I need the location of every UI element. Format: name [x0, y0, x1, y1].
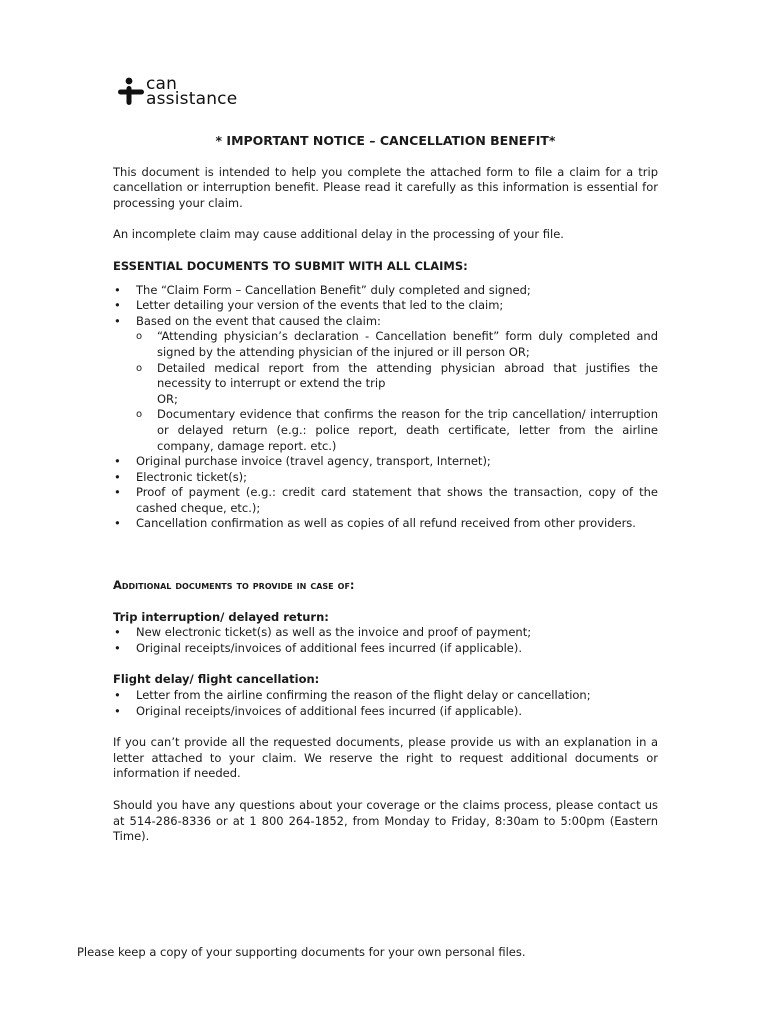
incomplete-claim-note: An incomplete claim may cause additional delay in the processing of your file.: [113, 227, 564, 242]
list-item: [113, 314, 658, 454]
trip-interruption-list: [113, 625, 658, 656]
list-item: • Proof of payment (e.g.: credit card statement that shows the transaction, copy of the cashed cheque, etc.);: [113, 485, 658, 516]
contact-paragraph: Should you have any questions about your coverage or the claims process, please contact us at 514-286-8336 or at 1 800 264-1852, from Monday to Friday, 8:30am to 5:00pm (Eastern Time).: [113, 798, 658, 844]
trip-interruption-heading: Trip interruption/ delayed return:: [113, 609, 329, 624]
list-item: • Letter detailing your version of the events that led to the claim;: [113, 298, 658, 314]
essential-documents-list: [113, 283, 658, 533]
list-item-text: Based on the event that caused the claim:: [136, 313, 381, 328]
logo-line-1: can: [146, 74, 178, 94]
intro-paragraph: This document is intended to help you complete the attached form to file a claim for a trip cancellation or interruption benefit. Please read it carefully as this information is essential for processing your claim.: [113, 164, 658, 210]
logo-wordmark: [146, 74, 238, 109]
list-item: • Electronic ticket(s);: [113, 470, 658, 486]
additional-documents-heading: Additional documents to provide in case of:: [113, 578, 355, 593]
can-assistance-logo-mark: [116, 76, 148, 110]
list-item: • Original receipts/invoices of additional fees incurred (if applicable).: [113, 641, 658, 657]
list-item: • Original purchase invoice (travel agency, transport, Internet);: [113, 454, 658, 470]
flight-delay-list: [113, 688, 658, 719]
list-item: • Letter from the airline confirming the reason of the flight delay or cancellation;: [113, 688, 658, 704]
list-item: • The “Claim Form – Cancellation Benefit” duly completed and signed;: [113, 283, 658, 299]
explanation-paragraph: If you can’t provide all the requested documents, please provide us with an explanation in a letter attached to your claim. We reserve the right to request additional documents or information if needed.: [113, 735, 658, 781]
list-item: • Cancellation confirmation as well as copies of all refund received from other providers.: [113, 516, 658, 532]
document-body: [113, 133, 658, 845]
company-logo: [116, 76, 256, 110]
sub-list-item: [136, 361, 658, 408]
sub-list-item-or: OR;: [157, 391, 178, 406]
event-sublist: [136, 329, 658, 454]
footer-note: Please keep a copy of your supporting documents for your own personal files.: [77, 945, 526, 959]
sub-list-item: o Documentary evidence that confirms the reason for the trip cancellation/ interruption or delayed return (e.g.: police report, death certificate, letter from the airline company, damage report. etc.): [136, 407, 658, 454]
sub-list-item: o “Attending physician’s declaration - Cancellation benefit” form duly completed and signed by the attending physician of the injured or ill person OR;: [136, 329, 658, 360]
essential-documents-heading: ESSENTIAL DOCUMENTS TO SUBMIT WITH ALL CLAIMS:: [113, 258, 468, 273]
flight-delay-heading: Flight delay/ flight cancellation:: [113, 672, 320, 687]
sub-list-item-text: Detailed medical report from the attending physician abroad that justifies the necessity to interrupt or extend the trip: [157, 360, 658, 391]
logo-line-2: assistance: [146, 89, 238, 109]
list-item: • New electronic ticket(s) as well as the invoice and proof of payment;: [113, 625, 658, 641]
list-item: • Original receipts/invoices of additional fees incurred (if applicable).: [113, 704, 658, 720]
page-title: * IMPORTANT NOTICE – CANCELLATION BENEFIT*: [215, 133, 556, 148]
